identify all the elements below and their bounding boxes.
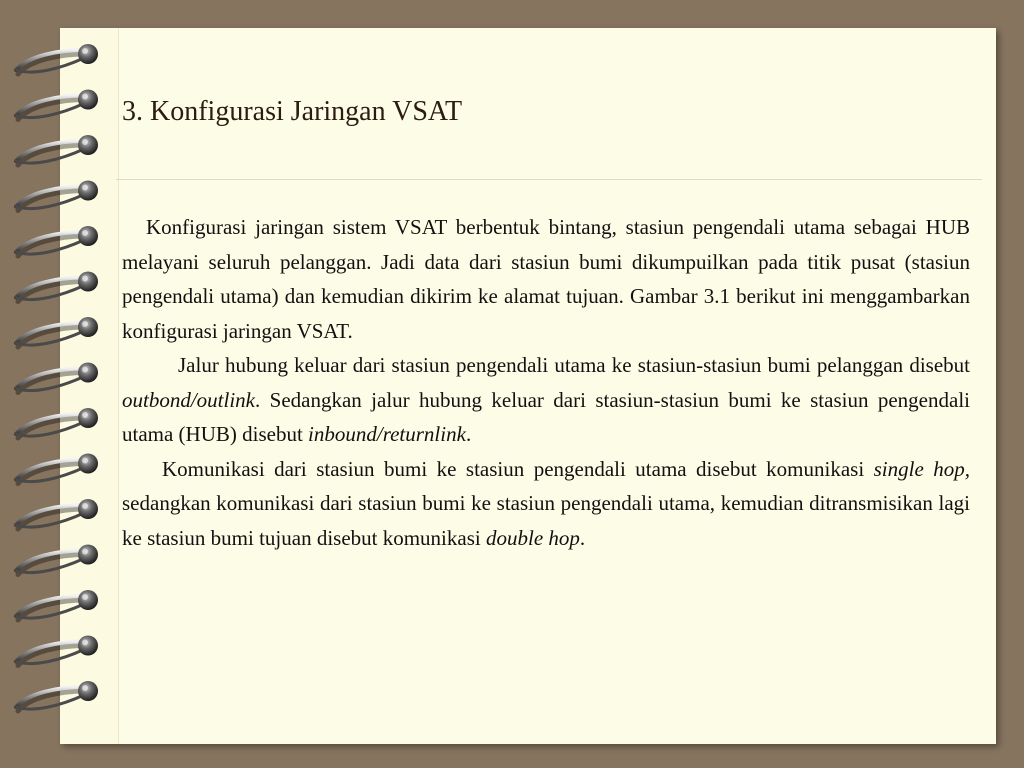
paragraph-3-text: Komunikasi dari stasiun bumi ke stasiun pengendali utama disebut komunikasi xyxy=(162,456,874,481)
binder-ring-icon xyxy=(16,135,98,165)
binder-ring-icon xyxy=(16,363,98,393)
term-double-hop: double hop xyxy=(485,525,580,550)
binder-ring-icon xyxy=(16,181,98,211)
binder-ring-icon xyxy=(16,226,98,256)
term-single-hop: single hop, xyxy=(873,456,970,481)
paragraph-2-text: . Sedangkan jalur hubung keluar dari stasiun-stasiun bumi ke stasiun pengendali utama (HUB) disebut xyxy=(122,387,970,446)
paragraph-3 xyxy=(122,452,970,556)
binder-ring-icon xyxy=(16,408,98,438)
slide-title: 3. Konfigurasi Jaringan VSAT xyxy=(122,96,463,127)
slide-body xyxy=(122,210,970,555)
binder-ring-icon xyxy=(16,317,98,347)
binder-ring-icon xyxy=(16,545,98,575)
binder-ring-icon xyxy=(16,272,98,302)
title-divider xyxy=(116,179,982,180)
paragraph-2 xyxy=(122,348,970,452)
binder-ring-icon xyxy=(16,636,98,666)
term-outbond-outlink: outbond/outlink xyxy=(122,387,255,412)
paragraph-2-end: . xyxy=(465,422,472,446)
spiral-binding xyxy=(0,0,120,768)
paragraph-3-text: sedangkan komunikasi dari stasiun bumi ke stasiun pengendali utama, kemudian ditransmisikan lagi ke stasiun bumi tujuan disebut komunikasi xyxy=(122,491,970,550)
term-inbound-returnlink: inbound/returnlink xyxy=(308,422,466,446)
binder-ring-icon xyxy=(16,44,98,74)
binder-ring-icon xyxy=(16,90,98,120)
paragraph-1: Konfigurasi jaringan sistem VSAT berbentuk bintang, stasiun pengendali utama sebagai HUB melayani seluruh pelanggan. Jadi data dari stasiun bumi dikumpuilkan pada titik pusat (stasiun pengendali utama) dan kemudian dikirim ke alamat tujuan. Gambar 3.1 berikut ini menggambarkan konfigurasi jaringan VSAT. xyxy=(122,215,970,343)
paragraph-2-text: Jalur hubung keluar dari stasiun pengendali utama ke stasiun-stasiun bumi pelanggan disebut xyxy=(178,353,970,377)
paragraph-3-end: . xyxy=(579,525,586,550)
binder-ring-icon xyxy=(16,590,98,620)
binder-ring-icon xyxy=(16,454,98,484)
binder-ring-icon xyxy=(16,681,98,711)
binder-ring-icon xyxy=(16,499,98,529)
